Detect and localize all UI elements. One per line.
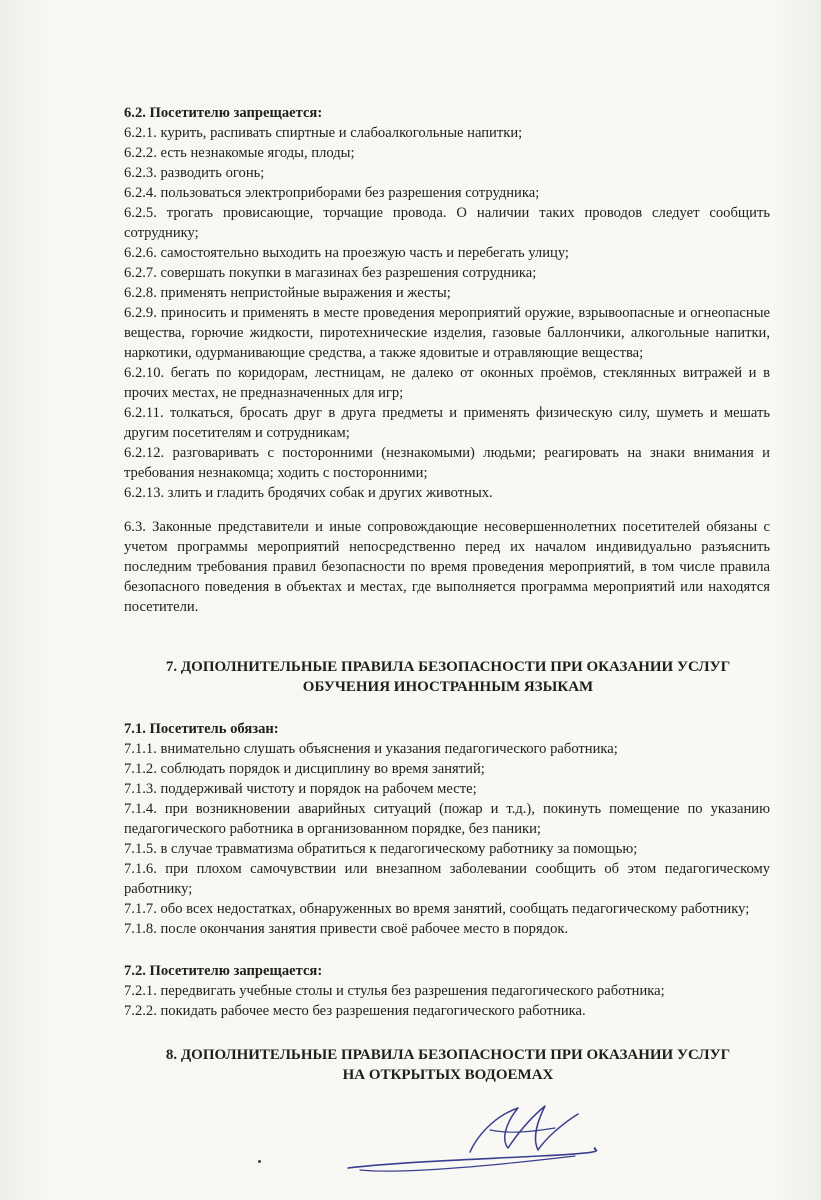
rule-6-2-12: 6.2.12. разговаривать с посторонними (незнакомыми) людьми; реагировать на знаки внимания и требования незнакомца; ходить с посторонними; [124,445,770,481]
rule-7-1-4: 7.1.4. при возникновении аварийных ситуаций (пожар и т.д.), покинуть помещение по указанию педагогического работника в организованном порядке, без паники; [124,801,770,837]
rule-7-1-7: 7.1.7. обо всех недостатках, обнаруженных во время занятий, сообщать педагогическому работнику; [124,901,750,917]
section-7-2-heading: 7.2. Посетителю запрещается: [124,963,323,979]
rule-6-2-8: 6.2.8. применять непристойные выражения и жесты; [124,285,451,301]
section-7-title-line-1: 7. ДОПОЛНИТЕЛЬНЫЕ ПРАВИЛА БЕЗОПАСНОСТИ ПРИ ОКАЗАНИИ УСЛУГ [165,659,731,675]
section-8-title-line-1: 8. ДОПОЛНИТЕЛЬНЫЕ ПРАВИЛА БЕЗОПАСНОСТИ ПРИ ОКАЗАНИИ УСЛУГ [165,1047,731,1063]
rule-7-1-2: 7.1.2. соблюдать порядок и дисциплину во время занятий; [124,761,485,777]
rule-7-1-8: 7.1.8. после окончания занятия привести своё рабочее место в порядок. [124,921,569,937]
ink-dot [258,1160,261,1163]
rule-7-1-5: 7.1.5. в случае травматизма обратиться к педагогическому работнику за помощью; [124,841,638,857]
rule-6-2-1: 6.2.1. курить, распивать спиртные и слабоалкогольные напитки; [124,125,523,141]
handwritten-signature [340,1090,600,1185]
section-7-title-line-2: ОБУЧЕНИЯ ИНОСТРАННЫМ ЯЗЫКАМ [302,679,594,695]
rule-6-2-7: 6.2.7. совершать покупки в магазинах без разрешения сотрудника; [124,265,537,281]
paragraph-6-3: 6.3. Законные представители и иные сопровождающие несовершеннолетних посетителей обязаны с учетом программы мероприятий непосредственно перед их началом индивидуально разъяснить последним требования правил безопасности по время проведения мероприятий, в том числе правила безопасного поведения в объектах и местах, где выполняется программа мероприятий или находятся посетители. [124,519,770,615]
rule-7-1-6: 7.1.6. при плохом самочувствии или внезапном заболевании сообщить об этом педагогическому работнику; [124,861,770,897]
rule-6-2-6: 6.2.6. самостоятельно выходить на проезжую часть и перебегать улицу; [124,245,569,261]
section-7-1-heading: 7.1. Посетитель обязан: [124,721,279,737]
rule-6-2-5: 6.2.5. трогать провисающие, торчащие провода. О наличии таких проводов следует сообщить сотруднику; [124,205,770,241]
rule-6-2-9: 6.2.9. приносить и применять в месте проведения мероприятий оружие, взрывоопасные и огнеопасные вещества, горючие жидкости, пиротехнические изделия, газовые баллончики, алкогольные напитки, наркотики, одурманивающие средства, а также ядовитые и отравляющие вещества; [124,305,770,361]
rule-7-1-3: 7.1.3. поддерживай чистоту и порядок на рабочем месте; [124,781,477,797]
section-8-title-line-2: НА ОТКРЫТЫХ ВОДОЕМАХ [342,1067,554,1083]
rule-7-2-2: 7.2.2. покидать рабочее место без разрешения педагогического работника. [124,1003,586,1019]
rule-7-2-1: 7.2.1. передвигать учебные столы и стулья без разрешения педагогического работника; [124,983,665,999]
rule-6-2-11: 6.2.11. толкаться, бросать друг в друга предметы и применять физическую силу, шуметь и мешать другим посетителям и сотрудникам; [124,405,770,441]
rule-6-2-2: 6.2.2. есть незнакомые ягоды, плоды; [124,145,355,161]
section-6-2-heading: 6.2. Посетителю запрещается: [124,105,323,121]
section-7-title [112,657,784,697]
rule-6-2-10: 6.2.10. бегать по коридорам, лестницам, не далеко от оконных проёмов, стеклянных витражей и в прочих местах, не предназначенных для игр; [124,365,770,401]
rule-6-2-3: 6.2.3. разводить огонь; [124,165,265,181]
document-content [124,103,770,1085]
rule-6-2-4: 6.2.4. пользоваться электроприборами без разрешения сотрудника; [124,185,540,201]
rule-6-2-13: 6.2.13. злить и гладить бродячих собак и других животных. [124,485,493,501]
rule-7-1-1: 7.1.1. внимательно слушать объяснения и указания педагогического работника; [124,741,618,757]
section-8-title [112,1045,784,1085]
